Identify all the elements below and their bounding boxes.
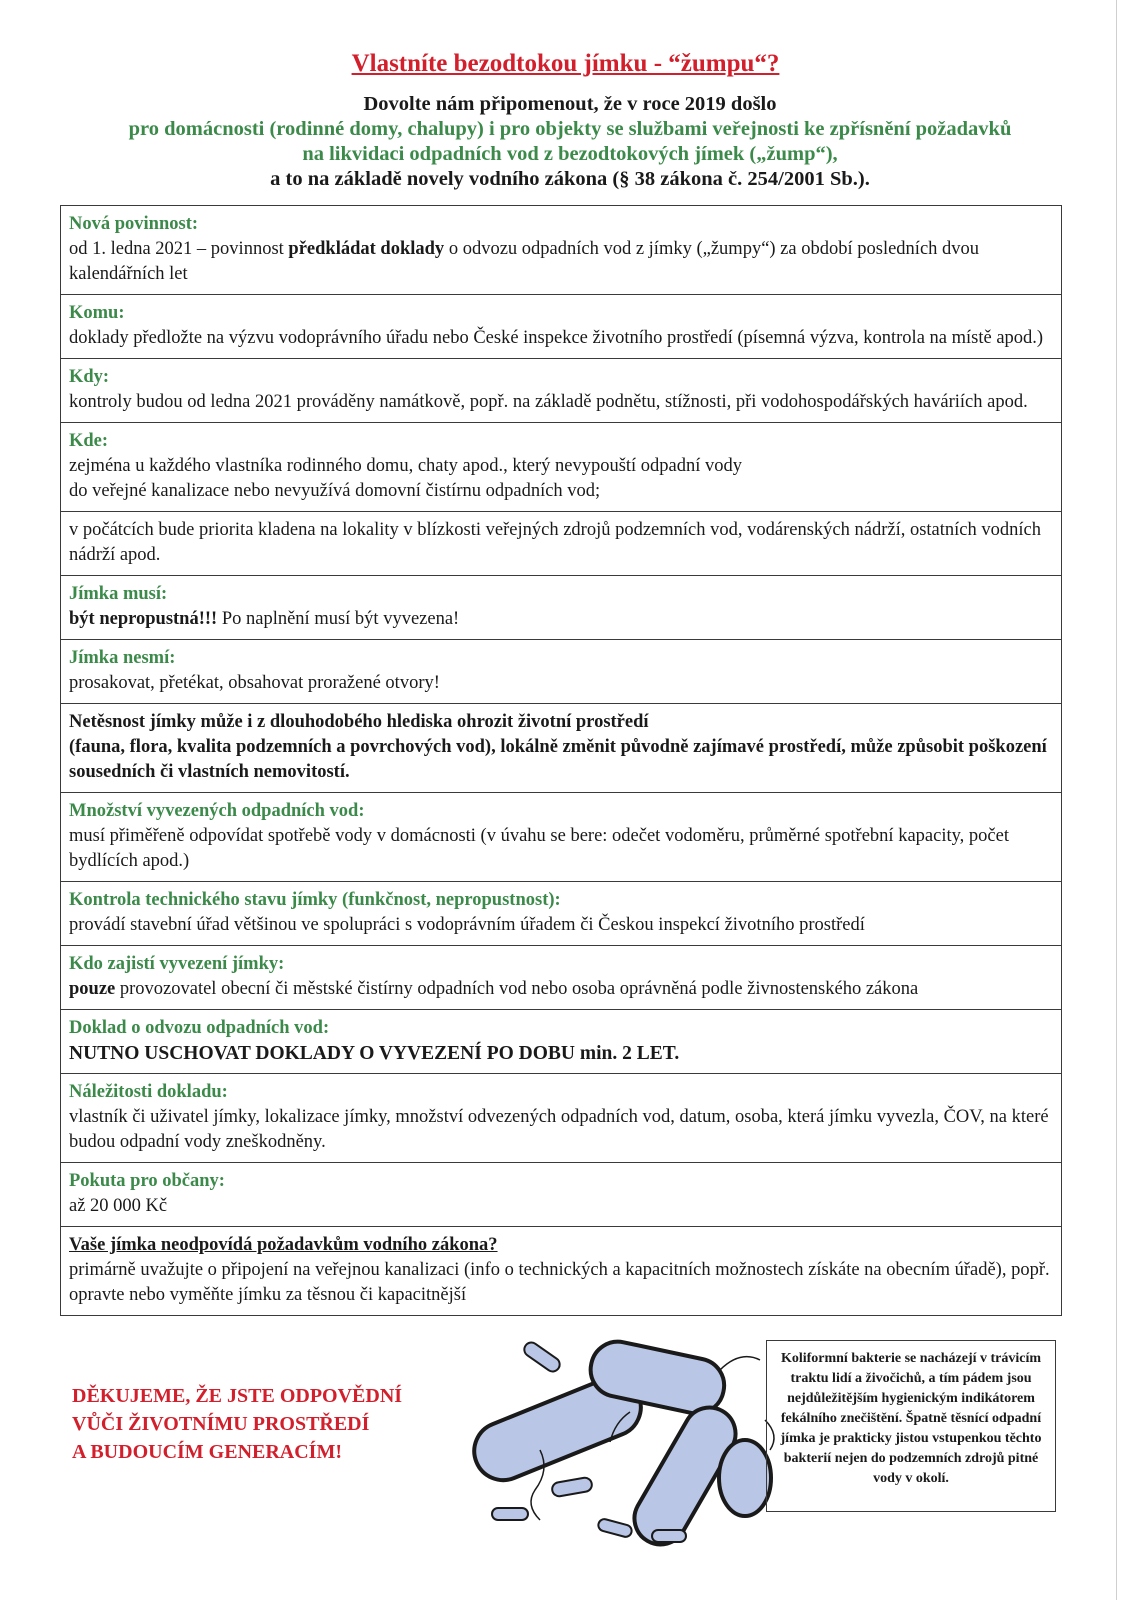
section-body: vlastník či uživatel jímky, lokalizace jímky, množství odvezených odpadních vod, datum, osoba, která jímku vyvezla, ČOV, na které budou odpadní vody zneškodněny. bbox=[69, 1107, 1049, 1152]
section-heading: Kdy: bbox=[69, 367, 110, 387]
section-body: primárně uvažujte o připojení na veřejnou kanalizaci (info o technických a kapacitních možnostech získáte na obecním úřadě), popř. opravte nebo vyměňte jímku za těsnou či kapacitnější bbox=[69, 1260, 1050, 1305]
section-heading: Množství vyvezených odpadních vod: bbox=[69, 801, 365, 821]
section-fine bbox=[61, 1162, 1061, 1226]
section-who-empties bbox=[61, 945, 1061, 1009]
body-bold-text: předkládat doklady bbox=[288, 239, 445, 259]
section-body bbox=[69, 607, 1053, 632]
bacterium-tiny bbox=[551, 1477, 593, 1498]
section-heading: Pokuta pro občany: bbox=[69, 1171, 225, 1191]
coliform-info-box: Koliformní bakterie se nacházejí v trávicím traktu lidí a živočichů, a tím pádem jsou nejdůležitějším hygienickým indikátorem fekálního znečištění. Špatně těsnící odpadní jímka je prakticky jistou vstupenkou těchto bakterií nejen do podzemních zdrojů pitné vody v okolí. bbox=[766, 1340, 1056, 1512]
bacterium-tiny bbox=[597, 1518, 633, 1538]
section-body: kontroly budou od ledna 2021 prováděny namátkově, popř. na základě podnětu, stížnosti, při vodohospodářských haváriích apod. bbox=[69, 392, 1028, 412]
body-text: provozovatel obecní či městské čistírny odpadních vod nebo osoba oprávněná podle živnostenského zákona bbox=[115, 979, 919, 999]
section-priority bbox=[61, 511, 1061, 575]
section-heading: Nová povinnost: bbox=[69, 214, 199, 234]
section-new-obligation bbox=[61, 206, 1061, 294]
section-heading: Jímka nesmí: bbox=[69, 648, 176, 668]
intro-line-2: pro domácnosti (rodinné domy, chalupy) i pro objekty se službami veřejnosti ke zpřísnění požadavků bbox=[128, 118, 1012, 140]
bacterium-tiny bbox=[652, 1530, 686, 1542]
section-heading: Náležitosti dokladu: bbox=[69, 1082, 228, 1102]
body-bold-text: být nepropustná!!! bbox=[69, 609, 218, 629]
intro-line-3: na likvidaci odpadních vod z bezodtokových jímek („žump“), bbox=[302, 143, 838, 165]
intro-block bbox=[40, 92, 1100, 192]
thank-you-message bbox=[72, 1382, 402, 1466]
section-body: prosakovat, přetékat, obsahovat proražené otvory! bbox=[69, 673, 440, 693]
body-bold-text: pouze bbox=[69, 979, 116, 999]
section-tank-must-not bbox=[61, 639, 1061, 703]
bacteria-illustration bbox=[470, 1330, 790, 1550]
section-heading: Jímka musí: bbox=[69, 584, 168, 604]
section-tank-must bbox=[61, 575, 1061, 639]
section-when bbox=[61, 358, 1061, 422]
body-text: od 1. ledna 2021 – povinnost bbox=[69, 239, 289, 259]
section-heading: Kontrola technického stavu jímky (funkčnost, nepropustnost): bbox=[69, 890, 561, 910]
flagellum-line bbox=[720, 1357, 760, 1370]
section-leak-warning bbox=[61, 703, 1061, 792]
section-body bbox=[69, 237, 1053, 287]
section-amount bbox=[61, 792, 1061, 881]
body-text: Po naplnění musí být vyvezena! bbox=[217, 609, 460, 629]
section-body-line-2: do veřejné kanalizace nebo nevyužívá domovní čistírnu odpadních vod; bbox=[69, 481, 601, 501]
body-text: o odvozu odpadních vod z jímky („žumpy“) za období posledních dvou kalendářních let bbox=[69, 239, 980, 284]
warning-line-1: Netěsnost jímky může i z dlouhodobého hlediska ohrozit životní prostředí bbox=[69, 712, 649, 732]
section-heading: Komu: bbox=[69, 303, 125, 323]
page-edge-line bbox=[1116, 0, 1117, 1600]
section-body bbox=[69, 977, 1053, 1002]
bacterium-tiny bbox=[522, 1340, 563, 1374]
section-body: doklady předložte na výzvu vodoprávního úřadu nebo České inspekce životního prostředí (písemná výzva, kontrola na místě apod.) bbox=[69, 328, 1044, 348]
thanks-line-1: DĚKUJEME, ŽE JSTE ODPOVĚDNÍ bbox=[72, 1385, 403, 1407]
section-technical-check bbox=[61, 881, 1061, 945]
section-receipt-details bbox=[61, 1073, 1061, 1162]
section-noncompliant bbox=[61, 1226, 1061, 1315]
bacterium-tiny bbox=[492, 1508, 528, 1520]
thanks-line-2: VŮČI ŽIVOTNÍMU PROSTŘEDÍ bbox=[72, 1413, 370, 1435]
bacterium-small bbox=[719, 1440, 771, 1516]
section-heading: Kde: bbox=[69, 431, 109, 451]
section-body: musí přiměřeně odpovídat spotřebě vody v domácnosti (v úvahu se bere: odečet vodoměru, průměrné spotřební kapacity, počet bydlících apod.) bbox=[69, 826, 1009, 871]
section-where bbox=[61, 422, 1061, 511]
warning-line-2: (fauna, flora, kvalita podzemních a povrchových vod), lokálně změnit původně zajímavé prostředí, může způsobit poškození sousedních či vlastních nemovitostí. bbox=[69, 737, 1047, 782]
intro-line-4: a to na základě novely vodního zákona (§ 38 zákona č. 254/2001 Sb.). bbox=[270, 168, 870, 190]
section-body-line-1: zejména u každého vlastníka rodinného domu, chaty apod., který nevypouští odpadní vody bbox=[69, 456, 743, 476]
section-body: NUTNO USCHOVAT DOKLADY O VYVEZENÍ PO DOBU min. 2 LET. bbox=[69, 1043, 680, 1064]
section-to-whom bbox=[61, 294, 1061, 358]
section-heading: Kdo zajistí vyvezení jímky: bbox=[69, 954, 285, 974]
intro-line-1: Dovolte nám připomenout, že v roce 2019 došlo bbox=[363, 93, 777, 115]
section-heading: Vaše jímka neodpovídá požadavkům vodního zákona? bbox=[69, 1235, 498, 1255]
section-body: provádí stavební úřad většinou ve spolupráci s vodoprávním úřadem či Českou inspekcí životního prostředí bbox=[69, 915, 865, 935]
section-heading: Doklad o odvozu odpadních vod: bbox=[69, 1018, 330, 1038]
page-title: Vlastníte bezodtokou jímku - “žumpu“? bbox=[351, 50, 780, 77]
thanks-line-3: A BUDOUCÍM GENERACÍM! bbox=[72, 1441, 342, 1463]
section-receipt bbox=[61, 1009, 1061, 1073]
section-body: v počátcích bude priorita kladena na lokality v blízkosti veřejných zdrojů podzemních vod, vodárenských nádrží, ostatních vodních nádrží apod. bbox=[69, 520, 1041, 565]
info-table bbox=[60, 205, 1062, 1316]
section-body: až 20 000 Kč bbox=[69, 1196, 168, 1216]
